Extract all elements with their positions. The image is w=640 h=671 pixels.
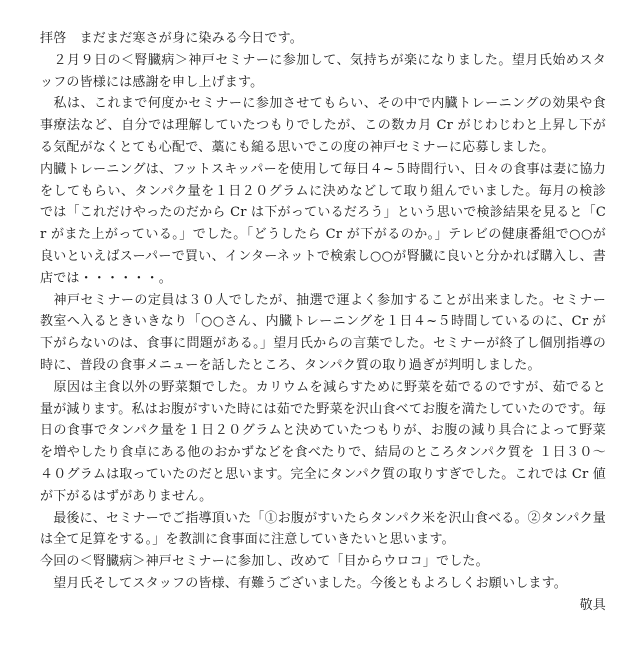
- paragraph-seminar-thanks: ２月９日の＜腎臓病＞神戸セミナーに参加して、気持ちが楽になりました。望月氏始めスタッフの皆様には感謝を申し上げます。: [40, 52, 606, 90]
- letter-document: [40, 28, 606, 617]
- paragraph-background: 私は、これまで何度かセミナーに参加させてもらい、その中で内臓トレーニングの効果や食事療法など、自分では理解していたつもりでしたが、この数カ月 Cr がじわじわと上昇し下がる気配がなくとても心配で、藁にも縋る思いでこの度の神戸セミナーに応募しました。: [40, 96, 606, 155]
- greeting-line: 拝啓 まだまだ寒さが身に染みる今日です。: [40, 31, 303, 46]
- paragraph-reflection: 今回の＜腎臓病＞神戸セミナーに参加し、改めて「目からウロコ」でした。: [40, 554, 489, 570]
- paragraph-seminar-day: 神戸セミナーの定員は３０人でしたが、抽選で運よく参加することが出来ました。セミナー教室へ入るときいきなり「○○さん、内臓トレーニングを１日４~５時間しているのに、Cr が下がらないのは、食事に問題がある。」望月氏からの言葉でした。セミナーが終了し個別指導の時に、普段の食事メニューを話したところ、タンパク質の取り過ぎが判明しました。: [40, 292, 606, 373]
- paragraph-cause: 原因は主食以外の野菜類でした。カリウムを減らすために野菜を茹でるのですが、茹でると量が減ります。私はお腹がすいた時には茹でた野菜を沢山食べてお腹を満たしていたのです。毎日の食事でタンパク量を１日２０グラムと決めていたつもりが、お腹の減り具合によって野菜を増やしたり食卓にある他のおかずなどを食べたりで、結局のところタンパク質を １日３０～４０グラムは取っていたのだと思います。完全にタンパク質の取りすぎでした。これでは Cr 値が下がるはずがありません。: [40, 379, 606, 504]
- closing-signoff: 敬具: [579, 597, 606, 613]
- paragraph-final-thanks: 望月氏そしてスタッフの皆様、有難うございました。今後ともよろしくお願いします。: [40, 575, 567, 591]
- paragraph-lessons: 最後に、セミナーでご指導頂いた「①お腹がすいたらタンパク米を沢山食べる。②タンパク量は全て足算をする。」を教訓に食事面に注意していきたいと思います。: [40, 510, 606, 548]
- paragraph-training: 内臓トレーニングは、フットスキッパーを使用して毎日４~５時間行い、日々の食事は妻に協力をしてもらい、タンパク量を１日２０グラムに決めなどして取り組んでいました。毎月の検診では「これだけやったのだから Cr は下がっているだろう」という思いで検診結果を見ると「Cr がまた上がっている。」でした。「どうしたら Cr が下がるのか。」テレビの健康番組で○○が良いといえばスーパーで買い、インターネットで検索し○○が腎臓に良いと分かれば購入し、書店では・・・・・・。: [40, 161, 606, 286]
